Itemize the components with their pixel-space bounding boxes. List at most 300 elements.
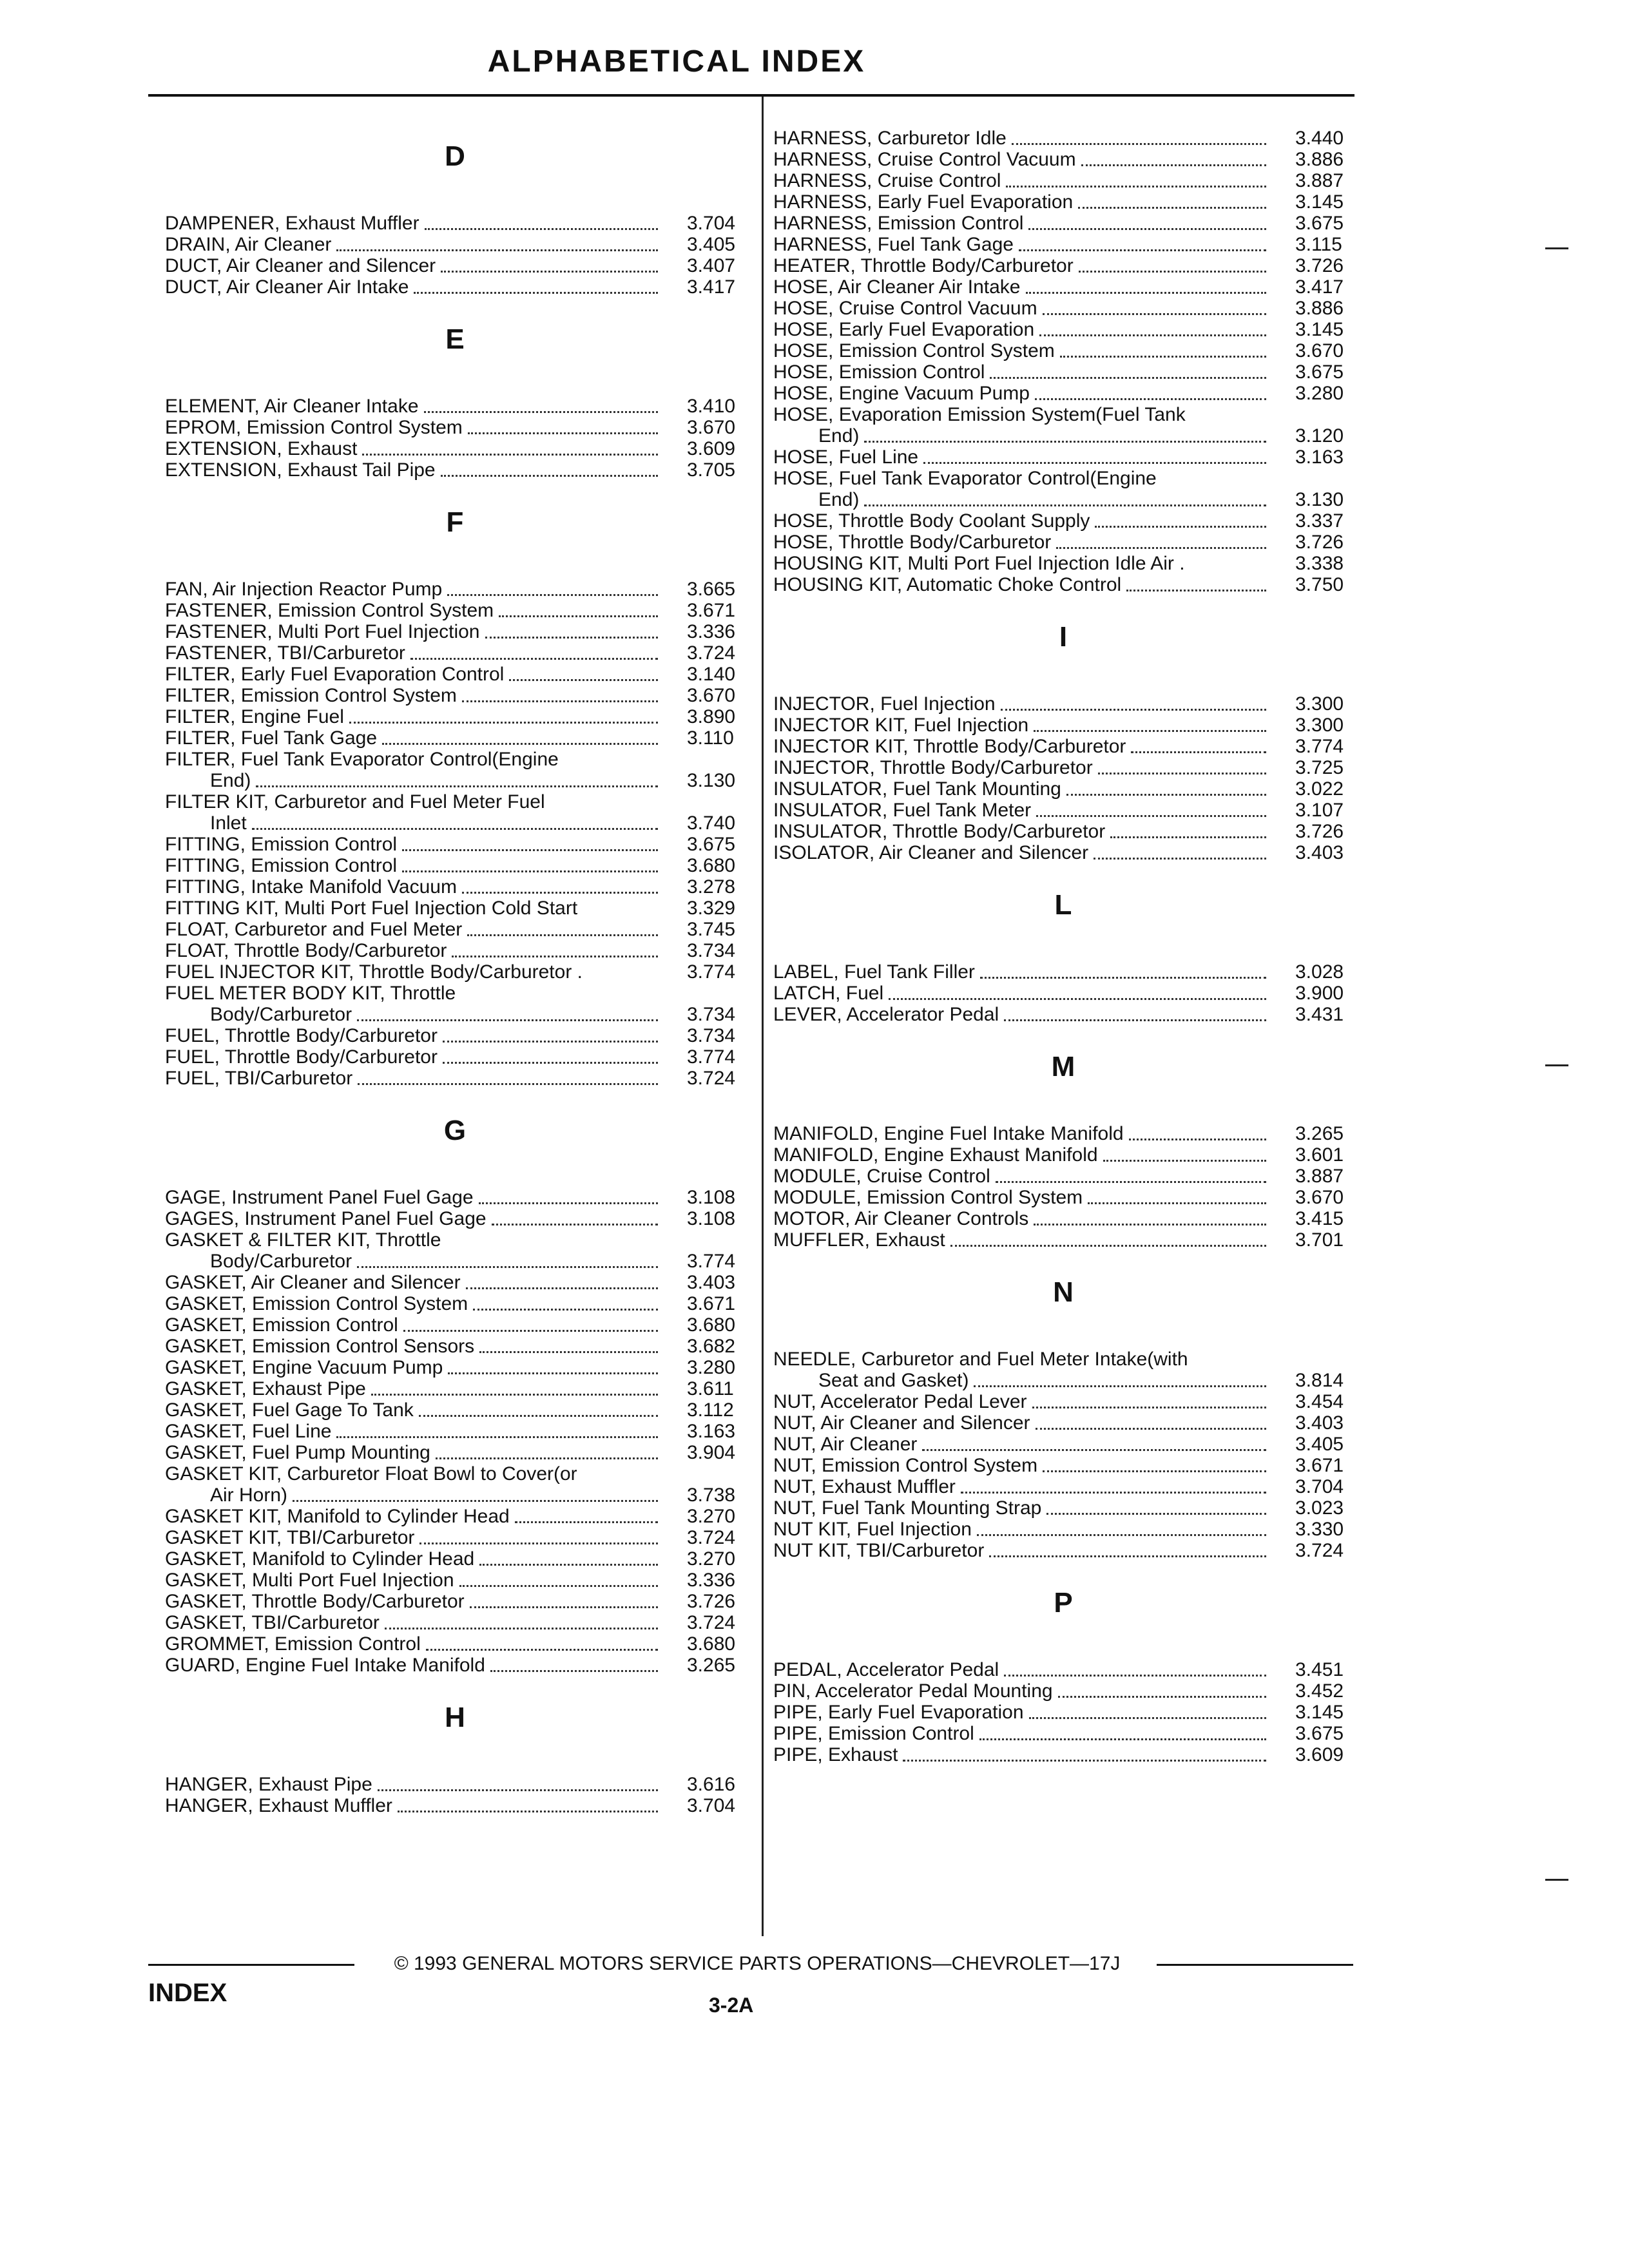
dot-leader [470,1606,658,1608]
entry-text: FILTER, Fuel Tank Gage [165,727,378,749]
entry-text: HARNESS, Emission Control [773,213,1024,234]
dot-leader [357,1019,658,1021]
page-reference: 3.705 [687,459,736,481]
index-entry [773,1412,1353,1434]
index-entry [165,1463,745,1506]
dot-leader [371,1394,658,1396]
page-reference: 3.682 [687,1336,736,1357]
page-reference: 3.611 [687,1378,734,1399]
index-entry [773,1680,1353,1702]
entry-text: End) [818,425,860,447]
entry-text: GASKET, Emission Control Sensors [165,1336,475,1357]
entry-text: ISOLATOR, Air Cleaner and Silencer [773,842,1089,863]
index-entry [773,404,1353,447]
dot-leader [889,998,1266,1000]
dot-leader [979,1738,1266,1740]
dot-leader [462,700,658,702]
page-reference: 3.704 [687,1795,736,1816]
entry-text: GUARD, Engine Fuel Intake Manifold [165,1655,485,1676]
entry-text: Body/Carburetor [210,1004,352,1025]
page-reference: 3.726 [1295,532,1344,553]
index-entry [165,1399,745,1421]
index-entry [165,1187,745,1208]
page-reference: 3.774 [1295,736,1344,757]
dot-leader [479,1351,658,1353]
entry-text: FILTER KIT, Carburetor and Fuel Meter Fuel [165,791,545,812]
dot-leader [479,1564,658,1566]
footer-rule-left [148,1964,354,1966]
dot-leader [468,432,658,434]
index-entry [165,417,745,438]
dot-leader [989,1555,1266,1557]
dot-leader [1110,836,1266,838]
index-entry [165,1506,745,1527]
entry-text: HOSE, Emission Control [773,361,985,383]
dot-leader [1081,164,1266,166]
section-heading-l: L [1054,889,1072,921]
dot-leader [1001,709,1266,711]
page-reference: 3.750 [1295,574,1344,595]
dot-leader [443,1062,658,1064]
entry-text: GASKET KIT, Carburetor Float Bowl to Cover(or [165,1463,577,1485]
entry-text: HARNESS, Cruise Control Vacuum [773,149,1076,170]
entry-text: GASKET, Air Cleaner and Silencer [165,1272,461,1293]
index-entry [773,468,1353,510]
entry-text: HOSE, Engine Vacuum Pump [773,383,1030,404]
index-entry [773,319,1353,340]
entry-text: PEDAL, Accelerator Pedal [773,1659,999,1680]
page-reference: 3.675 [1295,361,1344,383]
entry-text: DRAIN, Air Cleaner [165,234,332,255]
dot-leader [462,892,658,894]
index-entry [165,1025,745,1046]
dot-leader [1032,1407,1266,1408]
page-reference: 3.900 [1295,983,1344,1004]
entry-text: LEVER, Accelerator Pedal [773,1004,999,1025]
dot-leader [1079,271,1266,273]
page-reference: 3.675 [687,834,736,855]
entry-text: GASKET, Emission Control System [165,1293,468,1314]
entry-text: FILTER, Engine Fuel [165,706,344,727]
dot-leader [425,228,658,230]
entry-text: HOSE, Throttle Body/Carburetor [773,532,1052,553]
index-entry [773,1349,1353,1391]
index-entry [773,1123,1353,1144]
dot-leader [1088,1202,1266,1204]
page-reference: 3.336 [687,1570,736,1591]
index-entry [773,1540,1353,1561]
dot-leader [1098,773,1266,774]
entry-text: GASKET, Throttle Body/Carburetor [165,1591,465,1612]
dot-leader [864,441,1266,443]
page-reference: 3.300 [1295,693,1344,715]
page-reference: 3.886 [1295,298,1344,319]
page-reference: 3.609 [687,438,736,459]
page-reference: 3.724 [687,1527,736,1548]
index-entry [165,600,745,621]
entry-text: HOSE, Throttle Body Coolant Supply [773,510,1090,532]
dot-leader [1043,1470,1266,1472]
dot-leader [490,1670,658,1672]
dot-leader [977,1534,1266,1536]
entry-text: FASTENER, Multi Port Fuel Injection [165,621,480,642]
entry-text: DUCT, Air Cleaner and Silencer [165,255,436,276]
entry-text: NUT KIT, TBI/Carburetor [773,1540,985,1561]
page-reference: 3.774 [687,1251,736,1272]
dot-leader [414,292,658,294]
page-reference: 3.115 [1295,234,1342,255]
entry-text: Seat and Gasket) [818,1370,969,1391]
dot-leader [424,411,658,413]
entry-text: GASKET, TBI/Carburetor [165,1612,380,1633]
entry-text: MODULE, Cruise Control [773,1166,990,1187]
index-entry [773,1144,1353,1166]
entry-text: NEEDLE, Carburetor and Fuel Meter Intake(with [773,1349,1188,1370]
entry-text: HARNESS, Cruise Control [773,170,1001,191]
section-heading-p: P [1054,1587,1073,1619]
entry-text: PIPE, Emission Control [773,1723,974,1744]
entry-text: NUT, Air Cleaner [773,1434,918,1455]
entry-text: NUT, Air Cleaner and Silencer [773,1412,1030,1434]
page-reference: 3.130 [687,770,736,791]
page-reference: 3.680 [687,855,736,876]
entry-text: PIPE, Early Fuel Evaporation [773,1702,1024,1723]
page-reference: 3.130 [1295,489,1344,510]
section-heading-h: H [445,1702,465,1733]
index-entry [165,438,745,459]
entry-text: INSULATOR, Fuel Tank Meter [773,800,1032,821]
page-reference: 3.163 [687,1421,736,1442]
entry-text: INSULATOR, Fuel Tank Mounting [773,778,1061,800]
entry-text: FITTING, Emission Control [165,855,398,876]
dot-leader [473,1309,658,1311]
dot-leader [1056,547,1266,549]
page-reference: 3.724 [687,642,736,664]
section-heading-d: D [445,140,465,172]
index-entry [165,1208,745,1229]
page-reference: 3.337 [1295,510,1344,532]
entry-text: FUEL, Throttle Body/Carburetor [165,1025,438,1046]
index-entry [165,234,745,255]
entry-text: GASKET, Fuel Gage To Tank [165,1399,414,1421]
index-entry [165,1774,745,1795]
page-reference: 3.671 [687,600,736,621]
dot-leader [1103,1160,1266,1162]
entry-text: FITTING, Intake Manifold Vacuum [165,876,457,898]
entry-text: MOTOR, Air Cleaner Controls [773,1208,1029,1229]
index-entry [773,149,1353,170]
entry-text: HEATER, Throttle Body/Carburetor [773,255,1074,276]
page-reference: 3.280 [687,1357,736,1378]
entry-text: NUT, Emission Control System [773,1455,1038,1476]
entry-text: FLOAT, Throttle Body/Carburetor [165,940,447,961]
page-reference: 3.890 [687,706,736,727]
dot-leader [252,828,658,830]
page-reference: 3.904 [687,1442,736,1463]
entry-text: MANIFOLD, Engine Exhaust Manifold [773,1144,1098,1166]
section-heading-m: M [1051,1051,1075,1082]
index-entry [165,940,745,961]
entry-text: INSULATOR, Throttle Body/Carburetor [773,821,1106,842]
page-reference: 3.671 [687,1293,736,1314]
page-reference: 3.734 [687,1004,736,1025]
index-entry [165,983,745,1025]
page-reference: 3.724 [687,1612,736,1633]
page-reference: 3.774 [687,1046,736,1068]
index-entry [773,532,1353,553]
dot-leader [922,1449,1266,1451]
dot-leader [467,934,658,936]
index-entry [165,1612,745,1633]
page-reference: 3.330 [1295,1519,1344,1540]
index-entry [773,553,1353,574]
dot-leader [419,1415,658,1417]
entry-text: HARNESS, Fuel Tank Gage [773,234,1014,255]
entry-text: GASKET KIT, TBI/Carburetor [165,1527,415,1548]
page-reference: 3.665 [687,579,736,600]
index-entry [165,1378,745,1399]
page-reference: 3.145 [1295,319,1344,340]
entry-text: FILTER, Fuel Tank Evaporator Control(Engine [165,749,559,770]
index-entry [773,1391,1353,1412]
entry-text: FITTING KIT, Multi Port Fuel Injection Cold Start [165,898,578,919]
page-reference: 3.417 [1295,276,1344,298]
entry-text: INJECTOR, Fuel Injection [773,693,996,715]
entry-text: LATCH, Fuel [773,983,884,1004]
index-entry [165,459,745,481]
dot-leader [1019,249,1266,251]
page-reference: 3.726 [1295,255,1344,276]
page-reference: 3.680 [687,1314,736,1336]
entry-text: MUFFLER, Exhaust [773,1229,945,1251]
dot-leader [336,249,658,251]
page-reference: 3.028 [1295,961,1344,983]
page-reference: 3.704 [687,213,736,234]
entry-text: FITTING, Emission Control [165,834,398,855]
page-reference: 3.670 [687,685,736,706]
dot-leader [974,1385,1266,1387]
index-entry [165,1314,745,1336]
dot-leader [479,1202,658,1204]
page-reference: 3.451 [1295,1659,1344,1680]
index-entry [165,1548,745,1570]
page-reference: 3.023 [1295,1497,1344,1519]
page-reference: 3.108 [687,1208,736,1229]
dot-leader [1046,1513,1266,1515]
index-entry [773,778,1353,800]
margin-mark [1545,247,1568,249]
page-reference: 3.431 [1295,1004,1344,1025]
entry-text: HOSE, Air Cleaner Air Intake [773,276,1021,298]
page-reference: 3.774 [687,961,736,983]
index-entry [165,1591,745,1612]
page-reference: 3.887 [1295,170,1344,191]
dot-leader [950,1245,1266,1247]
page-reference: 3.265 [687,1655,736,1676]
index-entry [773,1455,1353,1476]
page-reference: 3.403 [1295,1412,1344,1434]
index-entry [773,1187,1353,1208]
dot-leader [382,743,658,745]
entry-text: GASKET, Engine Vacuum Pump [165,1357,443,1378]
entry-text: HANGER, Exhaust Pipe [165,1774,372,1795]
page-reference: 3.725 [1295,757,1344,778]
entry-text: HOUSING KIT, Multi Port Fuel Injection Idle Air . [773,553,1185,574]
index-entry [165,1068,745,1089]
page-reference: 3.403 [1295,842,1344,863]
entry-text: MODULE, Emission Control System [773,1187,1083,1208]
entry-text: NUT KIT, Fuel Injection [773,1519,972,1540]
page-reference: 3.405 [687,234,736,255]
index-entry [165,1795,745,1816]
entry-text: End) [210,770,251,791]
entry-text: Body/Carburetor [210,1251,352,1272]
page-reference: 3.680 [687,1633,736,1655]
entry-text: FUEL, TBI/Carburetor [165,1068,353,1089]
dot-leader [1095,526,1266,528]
dot-leader [378,1789,658,1791]
page-reference: 3.403 [687,1272,736,1293]
index-entry [165,579,745,600]
page-reference: 3.670 [1295,340,1344,361]
page-reference: 3.145 [1295,191,1344,213]
index-entry [773,510,1353,532]
entry-text: DUCT, Air Cleaner Air Intake [165,276,409,298]
index-entry [165,1527,745,1548]
index-entry [773,757,1353,778]
page-reference: 3.886 [1295,149,1344,170]
page-reference: 3.814 [1295,1370,1344,1391]
dot-leader [1012,143,1266,145]
index-entry [165,727,745,749]
dot-leader [923,462,1266,464]
dot-leader [410,658,658,660]
index-entry [773,255,1353,276]
entry-text: GASKET, Emission Control [165,1314,398,1336]
index-entry [773,128,1353,149]
entry-text: FUEL METER BODY KIT, Throttle [165,983,456,1004]
page-reference: 3.726 [687,1591,736,1612]
index-entry [165,834,745,855]
dot-leader [1029,1717,1266,1719]
dot-leader [990,377,1266,379]
index-entry [773,447,1353,468]
page-reference: 3.336 [687,621,736,642]
page-reference: 3.278 [687,876,736,898]
entry-text: FASTENER, Emission Control System [165,600,494,621]
section-heading-e: E [445,323,465,355]
entry-text: FUEL, Throttle Body/Carburetor [165,1046,438,1068]
page-reference: 3.417 [687,276,736,298]
page-reference: 3.280 [1295,383,1344,404]
entry-text: PIPE, Exhaust [773,1744,898,1765]
index-entry [165,255,745,276]
page-reference: 3.140 [687,664,736,685]
index-entry [773,383,1353,404]
index-entry [773,574,1353,595]
dot-leader [447,594,658,596]
index-entry [773,715,1353,736]
dot-leader [402,849,658,851]
page-reference: 3.724 [687,1068,736,1089]
dot-leader [1126,590,1266,591]
page-reference: 3.329 [687,898,736,919]
index-entry [773,961,1353,983]
index-entry [165,706,745,727]
page-reference: 3.616 [687,1774,736,1795]
entry-text: HARNESS, Carburetor Idle [773,128,1007,149]
dot-leader [362,454,658,456]
dot-leader [509,679,658,681]
dot-leader [492,1224,658,1225]
page-reference: 3.300 [1295,715,1344,736]
entry-text: GASKET, Manifold to Cylinder Head [165,1548,475,1570]
dot-leader [466,1287,658,1289]
dot-leader [1060,356,1266,358]
dot-leader [357,1266,658,1268]
dot-leader [448,1372,658,1374]
footer-section-label: INDEX [148,1979,227,2007]
entry-text: Inlet [210,812,247,834]
index-entry [165,1633,745,1655]
page-reference: 3.407 [687,255,736,276]
dot-leader [436,1457,658,1459]
entry-text: INJECTOR, Throttle Body/Carburetor [773,757,1093,778]
dot-leader [1066,794,1266,796]
index-entry [773,1702,1353,1723]
page-reference: 3.454 [1295,1391,1344,1412]
entry-text: MANIFOLD, Engine Fuel Intake Manifold [773,1123,1124,1144]
index-entry [773,1659,1353,1680]
page-reference: 3.270 [687,1548,736,1570]
page-reference: 3.701 [1295,1229,1344,1251]
entry-text: FILTER, Early Fuel Evaporation Control [165,664,505,685]
page-reference: 3.410 [687,396,736,417]
entry-text: End) [818,489,860,510]
dot-leader [903,1760,1266,1762]
entry-text: HOSE, Emission Control System [773,340,1055,361]
entry-text: FUEL INJECTOR KIT, Throttle Body/Carburetor . [165,961,583,983]
page-reference: 3.609 [1295,1744,1344,1765]
page-reference: 3.887 [1295,1166,1344,1187]
entry-text: HOSE, Fuel Tank Evaporator Control(Engine [773,468,1157,489]
page-reference: 3.675 [1295,1723,1344,1744]
index-entry [773,361,1353,383]
index-entry [773,693,1353,715]
dot-leader [1034,730,1266,732]
entry-text: LABEL, Fuel Tank Filler [773,961,975,983]
margin-mark [1545,1064,1568,1066]
entry-text: GAGES, Instrument Panel Fuel Gage [165,1208,487,1229]
dot-leader [1043,313,1266,315]
page-reference: 3.452 [1295,1680,1344,1702]
dot-leader [426,1649,658,1651]
index-entry [165,213,745,234]
dot-leader [349,722,658,724]
dot-leader [485,637,658,639]
dot-leader [1036,1428,1266,1430]
entry-text: EXTENSION, Exhaust Tail Pipe [165,459,436,481]
index-entry [165,1442,745,1463]
index-entry [165,685,745,706]
page-reference: 3.265 [1295,1123,1344,1144]
dot-leader [293,1500,658,1502]
index-entry [165,898,745,919]
page-reference: 3.601 [1295,1144,1344,1166]
entry-text: GAGE, Instrument Panel Fuel Gage [165,1187,474,1208]
dot-leader [980,977,1266,979]
page-reference: 3.108 [687,1187,736,1208]
